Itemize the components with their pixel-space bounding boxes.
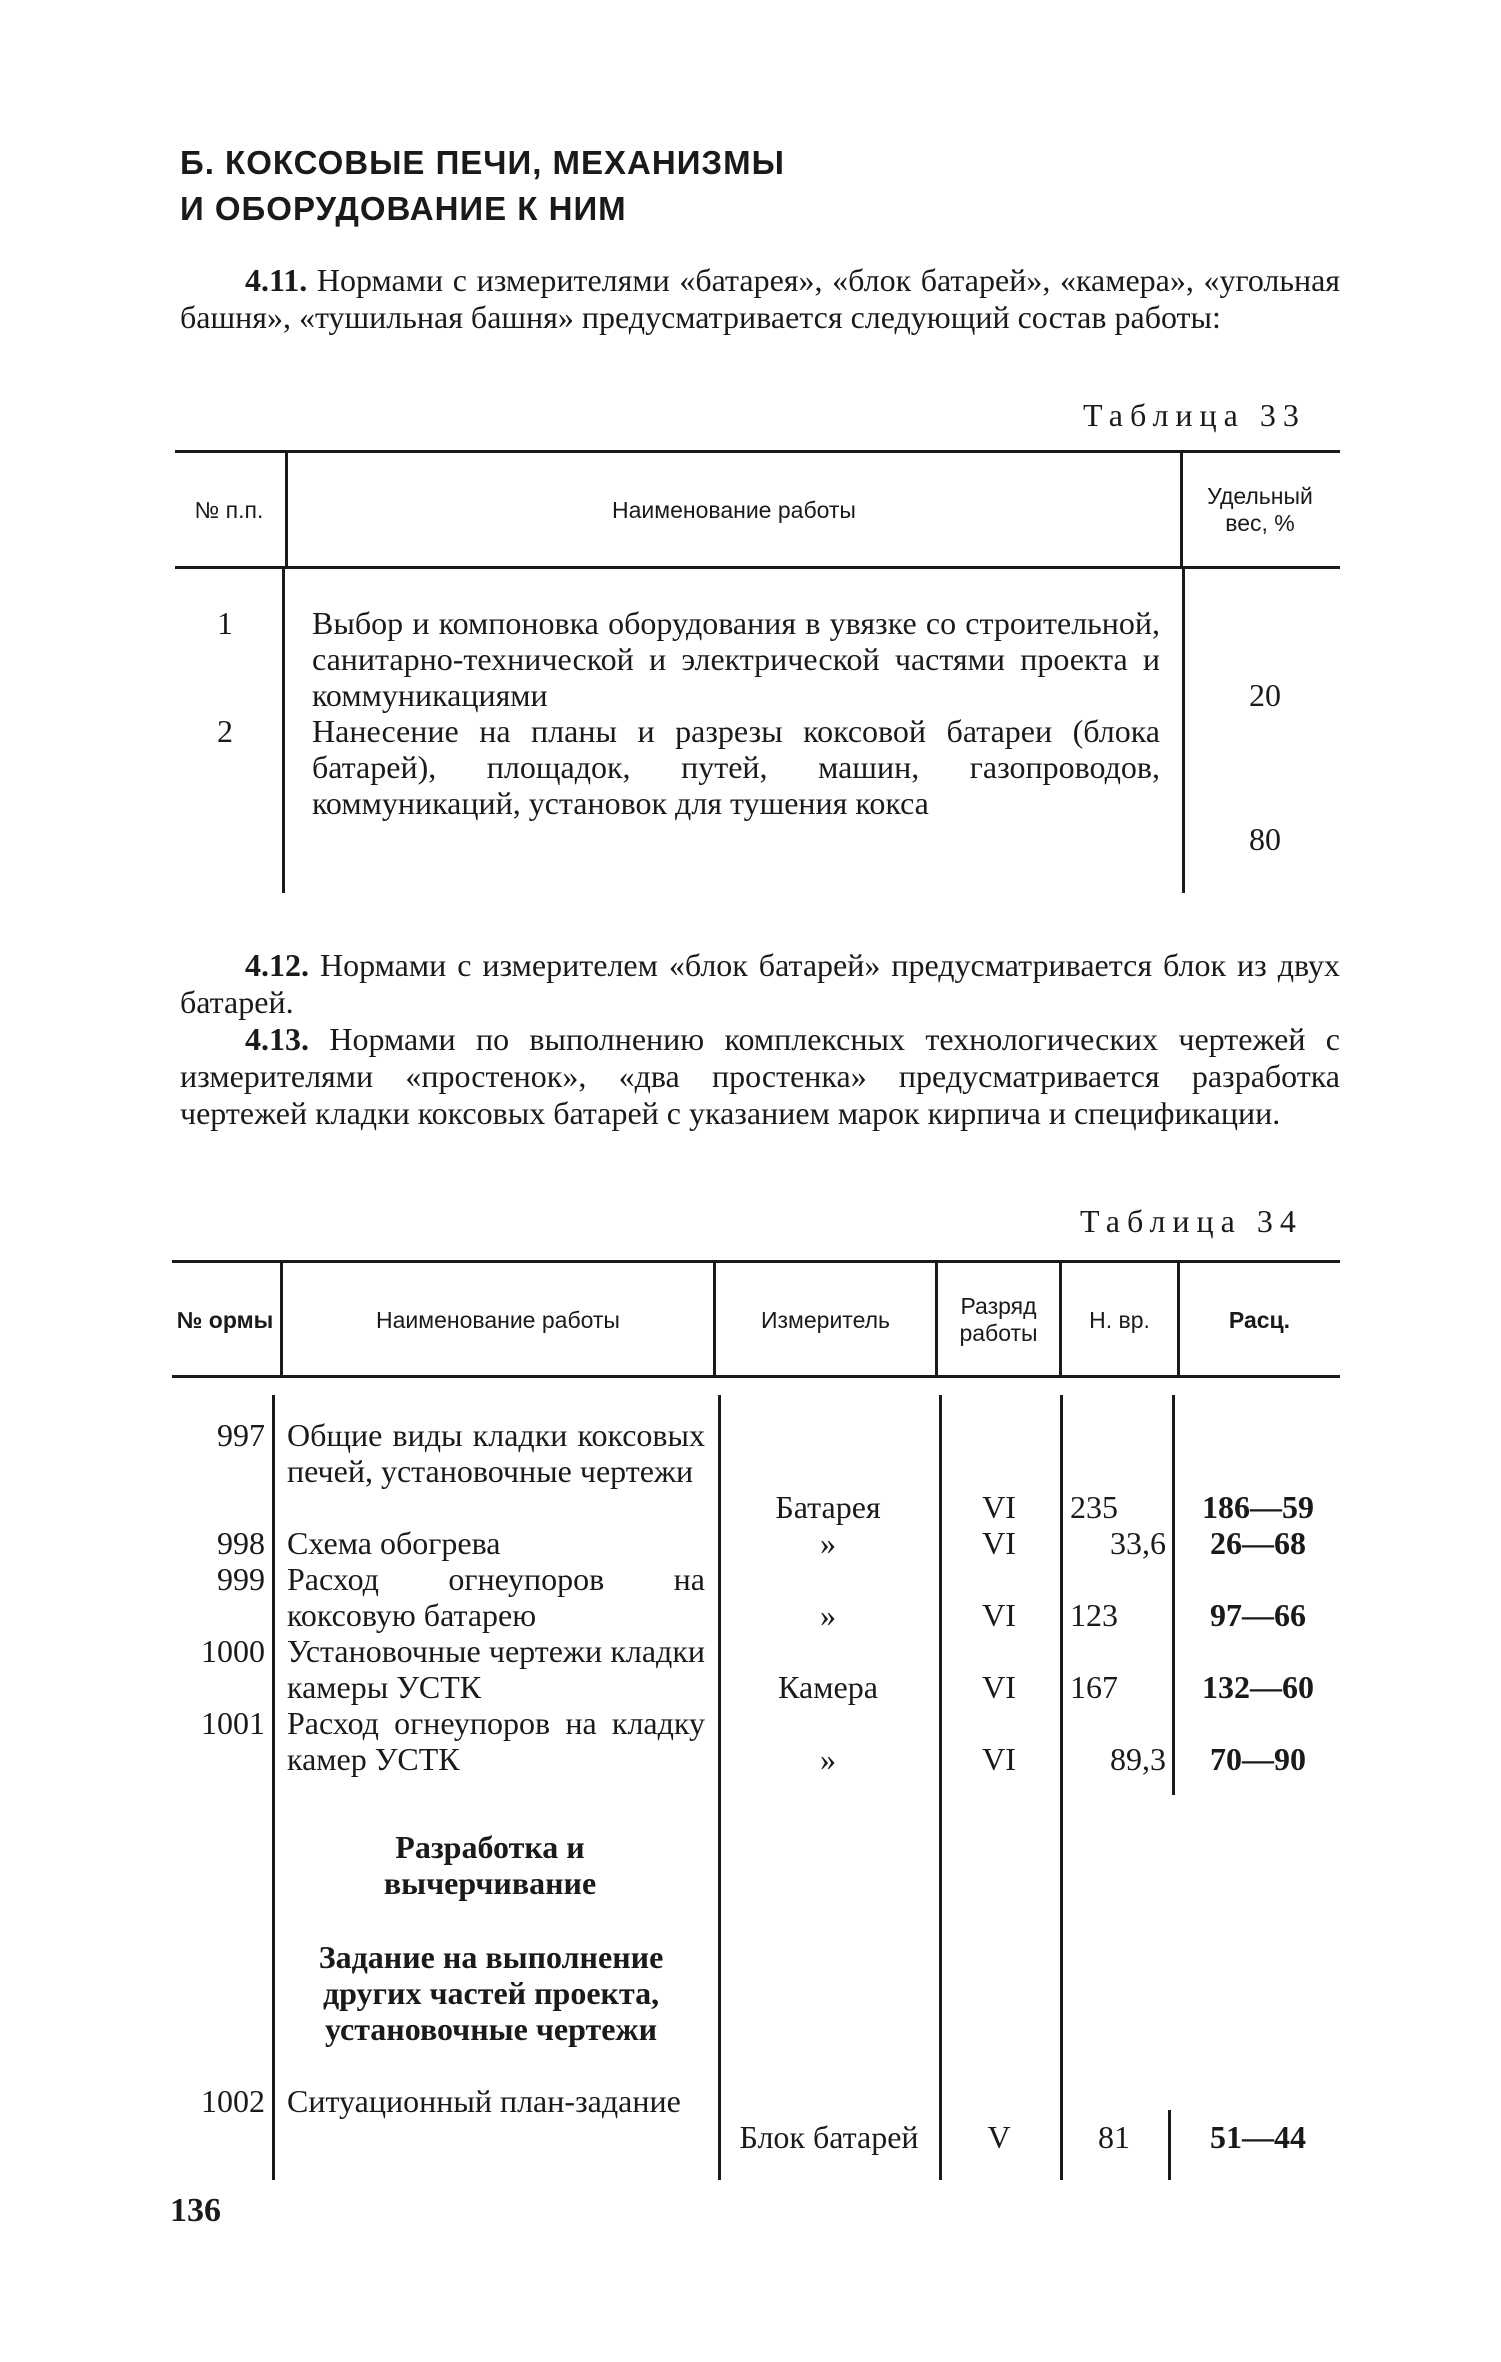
row-time: 89,3 xyxy=(1110,1741,1166,1777)
paragraph-4-12 xyxy=(180,947,1340,1021)
table-divider xyxy=(1180,452,1183,566)
row-grade: VI xyxy=(982,1525,1016,1561)
row-num: 1 xyxy=(217,605,233,641)
table-divider xyxy=(1059,1262,1062,1375)
row-time: 167 xyxy=(1070,1669,1118,1705)
table-34-caption: Таблица 34 xyxy=(1080,1203,1303,1239)
row-name: Расход огнеупоров на коксовую батарею xyxy=(287,1561,705,1633)
table-rule xyxy=(172,1375,1340,1378)
row-num: 2 xyxy=(217,713,233,749)
table-divider xyxy=(718,1395,721,2180)
paragraph-4-13 xyxy=(180,1021,1340,1132)
table-divider xyxy=(272,1395,275,2180)
col-header-time: Н. вр. xyxy=(1089,1306,1150,1333)
row-name: Общие виды кладки коксовых печей, установочные чертежи xyxy=(287,1417,705,1489)
paragraph-text: Нормами с измерителем «блок батарей» предусматривается блок из двух батарей. xyxy=(180,947,1341,1020)
table-divider xyxy=(935,1262,938,1375)
paragraph-text: Нормами по выполнению комплексных технологических чертежей с измерителями «простенок», «два простенка» предусматривается разработка чертежей кладки коксовых батарей с указанием марок кирпича и спецификации. xyxy=(180,1021,1341,1131)
col-header-name: Наименование работы xyxy=(376,1306,620,1333)
row-time: 235 xyxy=(1070,1489,1118,1525)
row-norm: 998 xyxy=(217,1525,265,1561)
table-subsection-title: Задание на выполнение других частей проекта, установочные чертежи xyxy=(318,1939,664,2047)
col-header-grade: Разряд работы xyxy=(959,1293,1038,1346)
section-heading-line2: И ОБОРУДОВАНИЕ К НИМ xyxy=(180,190,627,227)
row-name: Расход огнеупоров на кладку камер УСТК xyxy=(287,1705,705,1777)
row-grade: VI xyxy=(982,1597,1016,1633)
row-unit: Блок батарей xyxy=(739,2119,919,2155)
col-header-rate: Расц. xyxy=(1228,1306,1291,1333)
row-weight: 20 xyxy=(1249,677,1281,713)
row-name: Ситуационный план-задание xyxy=(287,2083,681,2119)
row-rate: 186—59 xyxy=(1202,1489,1314,1525)
table-divider xyxy=(713,1262,716,1375)
page-number: 136 xyxy=(170,2192,221,2229)
row-rate: 51—44 xyxy=(1210,2119,1306,2155)
paragraph-text: Нормами с измерителями «батарея», «блок батарей», «камера», «угольная башня», «тушильная башня» предусматривается следующий состав работы: xyxy=(180,262,1341,335)
col-header-num: № п.п. xyxy=(194,496,264,523)
row-unit: » xyxy=(820,1597,836,1633)
row-time: 123 xyxy=(1070,1597,1118,1633)
col-header-unit: Измеритель xyxy=(760,1306,891,1333)
row-time: 81 xyxy=(1098,2119,1130,2155)
table-divider xyxy=(1168,2110,1171,2180)
row-grade: VI xyxy=(982,1669,1016,1705)
row-grade: VI xyxy=(982,1489,1016,1525)
row-rate: 70—90 xyxy=(1210,1741,1306,1777)
paragraph-4-11 xyxy=(180,262,1340,336)
row-norm: 999 xyxy=(217,1561,265,1597)
row-norm: 1002 xyxy=(201,2083,265,2119)
row-text: Нанесение на планы и разрезы коксовой батареи (блока батарей), площадок, путей, машин, газопроводов, коммуникаций, установок для тушения кокса xyxy=(312,713,1160,821)
row-unit: Батарея xyxy=(775,1489,881,1525)
row-grade: V xyxy=(987,2119,1011,2155)
row-rate: 26—68 xyxy=(1210,1525,1306,1561)
row-unit: » xyxy=(820,1525,836,1561)
paragraph-number: 4.11. xyxy=(245,262,308,298)
paragraph-number: 4.12. xyxy=(245,947,309,983)
row-unit: » xyxy=(820,1741,836,1777)
row-norm: 1000 xyxy=(201,1633,265,1669)
row-time: 33,6 xyxy=(1110,1525,1166,1561)
row-rate: 132—60 xyxy=(1202,1669,1314,1705)
table-divider xyxy=(285,452,288,566)
col-header-norm: № ормы xyxy=(176,1306,274,1333)
row-grade: VI xyxy=(982,1741,1016,1777)
table-divider xyxy=(1177,1262,1180,1375)
row-rate: 97—66 xyxy=(1210,1597,1306,1633)
row-name: Схема обогрева xyxy=(287,1525,501,1561)
table-section-title: Разработка и вычерчивание xyxy=(383,1829,597,1901)
row-norm: 997 xyxy=(217,1417,265,1453)
row-text: Выбор и компоновка оборудования в увязке со строительной, санитарно-технической и электрической частями проекта и коммуникациями xyxy=(312,605,1160,713)
table-rule xyxy=(175,450,1340,453)
table-divider xyxy=(280,1262,283,1375)
row-name: Установочные чертежи кладки камеры УСТК xyxy=(287,1633,705,1705)
row-unit: Камера xyxy=(778,1669,878,1705)
table-divider xyxy=(1060,1395,1063,2180)
table-divider xyxy=(1182,568,1185,893)
row-weight: 80 xyxy=(1249,821,1281,857)
table-divider xyxy=(1172,1395,1175,1795)
section-heading-line1: Б. КОКСОВЫЕ ПЕЧИ, МЕХАНИЗМЫ xyxy=(180,144,785,181)
section-heading xyxy=(180,140,1080,232)
table-33-caption: Таблица 33 xyxy=(1083,397,1306,433)
table-divider xyxy=(282,568,285,893)
col-header-weight: Удельный вес, % xyxy=(1207,483,1313,536)
row-norm: 1001 xyxy=(201,1705,265,1741)
table-rule xyxy=(172,1260,1340,1263)
col-header-name: Наименование работы xyxy=(612,496,856,523)
paragraph-number: 4.13. xyxy=(245,1021,309,1057)
table-rule xyxy=(175,566,1340,569)
